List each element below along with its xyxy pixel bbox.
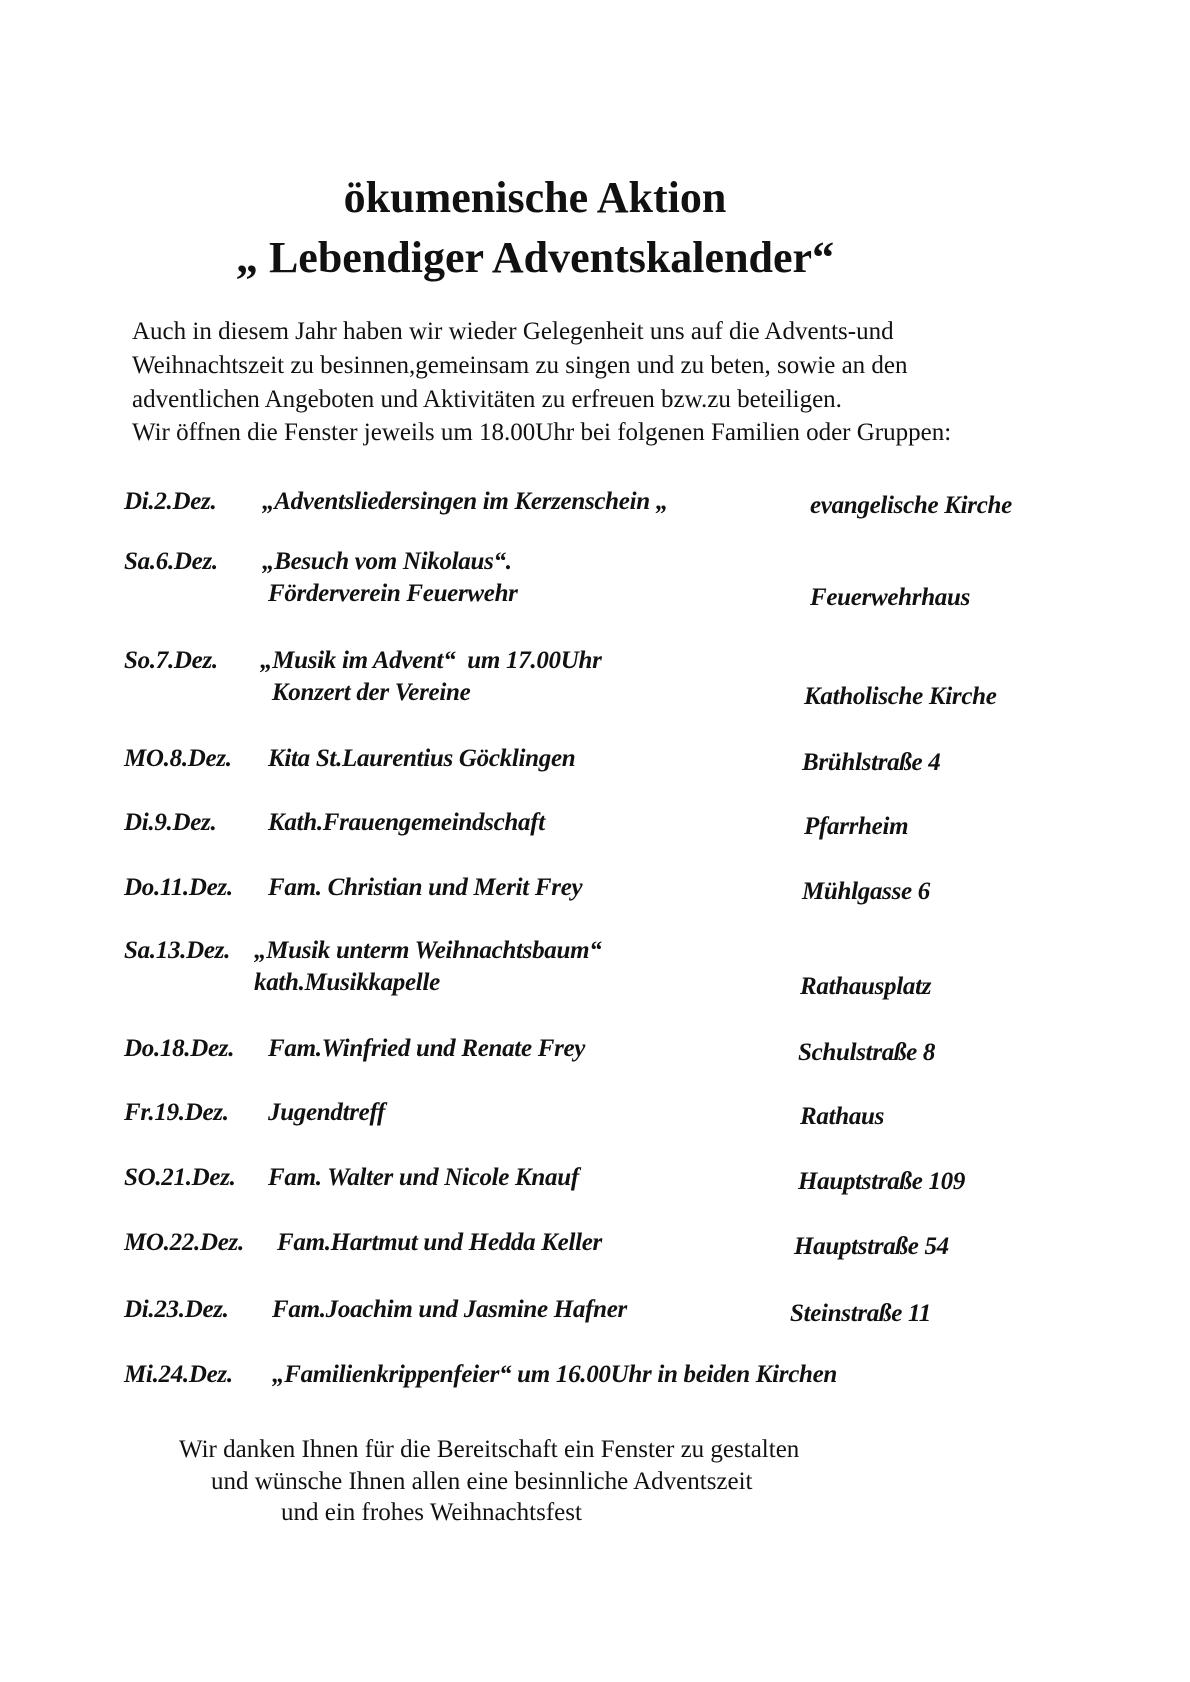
event-description: Fam.Winfried und Renate Frey: [268, 1035, 586, 1062]
event-date: Di.9.Dez.: [124, 809, 217, 836]
event-date: Di.2.Dez.: [124, 488, 217, 515]
event-description: „Familienkrippenfeier“ um 16.00Uhr in beiden Kirchen: [272, 1361, 838, 1388]
intro-line: adventlichen Angeboten und Aktivitäten zu erfreuen bzw.zu beteiligen.: [132, 386, 842, 413]
closing-line: und ein frohes Weihnachtsfest: [281, 1499, 582, 1526]
event-location: Hauptstraße 109: [798, 1168, 966, 1195]
event-date: Di.23.Dez.: [124, 1296, 229, 1323]
closing-line: Wir danken Ihnen für die Bereitschaft ein Fenster zu gestalten: [179, 1436, 800, 1463]
intro-line: Weihnachtszeit zu besinnen,gemeinsam zu singen und zu beten, sowie an den: [132, 352, 908, 379]
event-date: Fr.19.Dez.: [124, 1099, 229, 1126]
event-description: Konzert der Vereine: [260, 679, 471, 706]
event-date: SO.21.Dez.: [124, 1164, 236, 1191]
event-description: Fam.Hartmut und Hedda Keller: [277, 1229, 602, 1256]
intro-line: Auch in diesem Jahr haben wir wieder Gelegenheit uns auf die Advents-und: [132, 318, 894, 345]
event-location: Feuerwehrhaus: [810, 584, 971, 611]
event-description: Fam. Christian und Merit Frey: [268, 874, 583, 901]
event-description: Fam. Walter und Nicole Knauf: [268, 1164, 579, 1191]
event-location: Rathaus: [800, 1103, 885, 1130]
event-description: „Adventsliedersingen im Kerzenschein „: [262, 488, 668, 515]
closing-line: und wünsche Ihnen allen eine besinnliche Adventszeit: [211, 1468, 753, 1495]
event-description: „Musik im Advent“ um 17.00Uhr: [260, 647, 602, 674]
event-location: Pfarrheim: [804, 813, 909, 840]
event-date: MO.22.Dez.: [124, 1229, 244, 1256]
event-description: „Besuch vom Nikolaus“.: [262, 548, 512, 575]
event-description: Jugendtreff: [268, 1099, 386, 1126]
event-date: So.7.Dez.: [124, 647, 218, 674]
event-date: Sa.13.Dez.: [124, 937, 231, 964]
intro-line: Wir öffnen die Fenster jeweils um 18.00Uhr bei folgenen Familien oder Gruppen:: [132, 419, 952, 446]
title-line-1: ökumenische Aktion: [343, 173, 727, 222]
title-line-2: „ Lebendiger Adventskalender“: [235, 233, 835, 282]
event-date: Do.18.Dez.: [124, 1035, 235, 1062]
event-date: MO.8.Dez.: [124, 745, 232, 772]
event-description: Förderverein Feuerwehr: [262, 580, 518, 607]
event-location: Rathausplatz: [800, 973, 932, 1000]
event-location: Brühlstraße 4: [802, 749, 941, 776]
event-description: Kath.Frauengemeindschaft: [268, 809, 545, 836]
event-description: Fam.Joachim und Jasmine Hafner: [272, 1296, 627, 1323]
event-date: Do.11.Dez.: [124, 874, 233, 901]
event-description: „Musik unterm Weihnachtsbaum“: [254, 937, 602, 964]
event-location: Schulstraße 8: [798, 1039, 936, 1066]
event-date: Sa.6.Dez.: [124, 548, 218, 575]
event-location: evangelische Kirche: [810, 492, 1012, 519]
event-date: Mi.24.Dez.: [124, 1361, 233, 1388]
event-description: kath.Musikkapelle: [254, 969, 440, 996]
event-location: Hauptstraße 54: [794, 1233, 949, 1260]
event-location: Steinstraße 11: [790, 1300, 931, 1327]
event-description: Kita St.Laurentius Göcklingen: [268, 745, 576, 772]
event-location: Katholische Kirche: [804, 683, 997, 710]
event-location: Mühlgasse 6: [802, 878, 930, 905]
